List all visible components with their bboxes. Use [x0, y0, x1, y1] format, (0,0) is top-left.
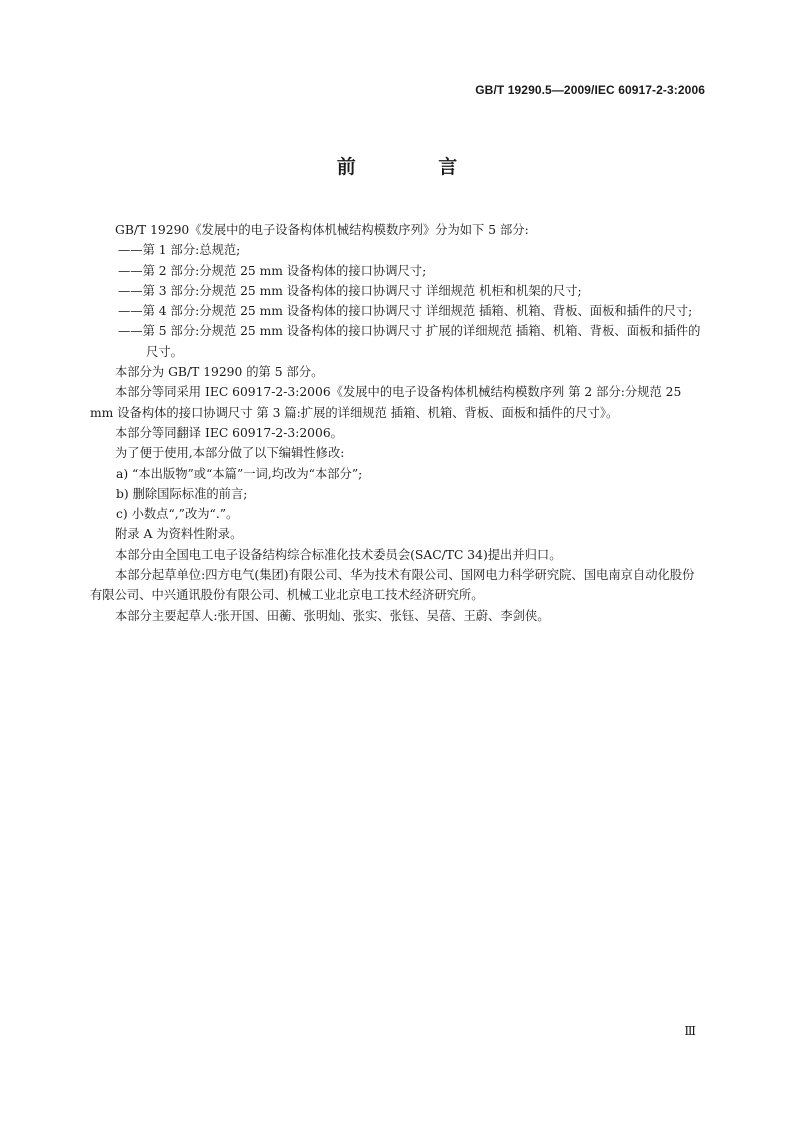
annex-paragraph: 附录 A 为资料性附录。 — [115, 527, 243, 542]
intro-paragraph: GB/T 19290《发展中的电子设备构体机械结构模数序列》分为如下 5 部分: — [115, 223, 529, 237]
drafting-units-paragraph: 本部分起草单位:四方电气(集团)有限公司、华为技术有限公司、国网电力科学研究院、国电南京自动化股份有限公司、中兴通讯股份有限公司、机械工业北京电工技术经济研究所。 — [90, 568, 695, 603]
foreword-body — [90, 220, 704, 626]
list-item-part-4: ——第 4 部分:分规范 25 mm 设备构体的接口协调尺寸 详细规范 插箱、机箱、背板、面板和插件的尺寸; — [118, 304, 693, 319]
list-item-part-5: ——第 5 部分:分规范 25 mm 设备构体的接口协调尺寸 扩展的详细规范 插箱、机箱、背板、面板和插件的尺寸。 — [118, 324, 701, 359]
equivalent-paragraph: 本部分等同采用 IEC 60917-2-3:2006《发展中的电子设备构体机械结构模数序列 第 2 部分:分规范 25 mm 设备构体的接口协调尺寸 第 3 篇:扩展的详细规范 插箱、机箱、背板、面板和插件的尺寸》。 — [90, 385, 682, 420]
page-title: 前 言 — [336, 156, 496, 178]
edit-item-a: a) “本出版物”或“本篇”一词,均改为“本部分”; — [116, 466, 363, 481]
edits-intro-paragraph: 为了便于使用,本部分做了以下编辑性修改: — [115, 446, 345, 461]
edit-item-c: c) 小数点“,”改为“.”。 — [116, 507, 239, 522]
this-part-paragraph: 本部分为 GB/T 19290 的第 5 部分。 — [115, 365, 324, 380]
page-number: Ⅲ — [684, 1024, 696, 1038]
list-item-part-3: ——第 3 部分:分规范 25 mm 设备构体的接口协调尺寸 详细规范 机柜和机架的尺寸; — [118, 283, 582, 298]
list-item-part-2: ——第 2 部分:分规范 25 mm 设备构体的接口协调尺寸; — [118, 263, 427, 278]
edit-item-b: b) 删除国际标准的前言; — [116, 486, 248, 501]
proposed-by-paragraph: 本部分由全国电工电子设备结构综合标准化技术委员会(SAC/TC 34)提出并归口。 — [115, 547, 562, 562]
standard-code: GB/T 19290.5—2009/IEC 60917-2-3:2006 — [475, 83, 705, 97]
list-item-part-1: ——第 1 部分:总规范; — [118, 243, 241, 258]
drafters-paragraph: 本部分主要起草人:张开国、田蘅、张明灿、张实、张钰、吴蓓、王蔚、李剑侠。 — [115, 608, 550, 623]
translation-paragraph: 本部分等同翻译 IEC 60917-2-3:2006。 — [115, 425, 343, 440]
